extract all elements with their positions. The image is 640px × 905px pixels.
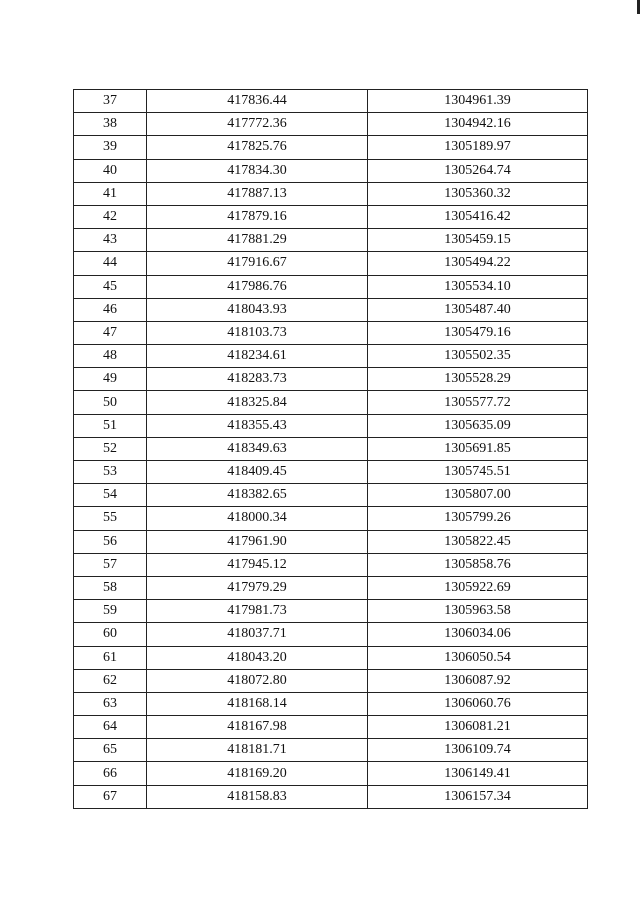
y-coordinate-cell: 1305922.69 — [368, 576, 588, 599]
x-coordinate-cell: 418234.61 — [147, 345, 368, 368]
point-number-cell: 54 — [74, 484, 147, 507]
x-coordinate-cell: 417981.73 — [147, 600, 368, 623]
x-coordinate-cell: 418349.63 — [147, 437, 368, 460]
y-coordinate-cell: 1305264.74 — [368, 159, 588, 182]
x-coordinate-cell: 417881.29 — [147, 229, 368, 252]
x-coordinate-cell: 418283.73 — [147, 368, 368, 391]
y-coordinate-cell: 1305459.15 — [368, 229, 588, 252]
point-number-cell: 42 — [74, 205, 147, 228]
table-row — [74, 182, 588, 205]
y-coordinate-cell: 1306157.34 — [368, 785, 588, 808]
point-number-cell: 45 — [74, 275, 147, 298]
point-number-cell: 39 — [74, 136, 147, 159]
x-coordinate-cell: 417945.12 — [147, 553, 368, 576]
point-number-cell: 59 — [74, 600, 147, 623]
y-coordinate-cell: 1305416.42 — [368, 205, 588, 228]
y-coordinate-cell: 1305799.26 — [368, 507, 588, 530]
y-coordinate-cell: 1306060.76 — [368, 692, 588, 715]
table-row — [74, 507, 588, 530]
y-coordinate-cell: 1305745.51 — [368, 461, 588, 484]
y-coordinate-cell: 1304942.16 — [368, 113, 588, 136]
point-number-cell: 56 — [74, 530, 147, 553]
point-number-cell: 40 — [74, 159, 147, 182]
point-number-cell: 65 — [74, 739, 147, 762]
y-coordinate-cell: 1306081.21 — [368, 716, 588, 739]
x-coordinate-cell: 418181.71 — [147, 739, 368, 762]
y-coordinate-cell: 1305502.35 — [368, 345, 588, 368]
point-number-cell: 41 — [74, 182, 147, 205]
y-coordinate-cell: 1305360.32 — [368, 182, 588, 205]
x-coordinate-cell: 417961.90 — [147, 530, 368, 553]
point-number-cell: 38 — [74, 113, 147, 136]
y-coordinate-cell: 1305528.29 — [368, 368, 588, 391]
point-number-cell: 46 — [74, 298, 147, 321]
x-coordinate-cell: 418355.43 — [147, 414, 368, 437]
table-row — [74, 391, 588, 414]
coordinate-table — [73, 89, 588, 809]
y-coordinate-cell: 1305963.58 — [368, 600, 588, 623]
x-coordinate-cell: 418169.20 — [147, 762, 368, 785]
table-row — [74, 159, 588, 182]
point-number-cell: 64 — [74, 716, 147, 739]
point-number-cell: 43 — [74, 229, 147, 252]
table-row — [74, 136, 588, 159]
x-coordinate-cell: 418168.14 — [147, 692, 368, 715]
x-coordinate-cell: 418037.71 — [147, 623, 368, 646]
point-number-cell: 61 — [74, 646, 147, 669]
table-body — [74, 90, 588, 809]
y-coordinate-cell: 1305534.10 — [368, 275, 588, 298]
y-coordinate-cell: 1305807.00 — [368, 484, 588, 507]
point-number-cell: 66 — [74, 762, 147, 785]
y-coordinate-cell: 1306149.41 — [368, 762, 588, 785]
point-number-cell: 44 — [74, 252, 147, 275]
table-row — [74, 321, 588, 344]
table-row — [74, 600, 588, 623]
point-number-cell: 52 — [74, 437, 147, 460]
table-row — [74, 623, 588, 646]
x-coordinate-cell: 417772.36 — [147, 113, 368, 136]
y-coordinate-cell: 1305189.97 — [368, 136, 588, 159]
y-coordinate-cell: 1304961.39 — [368, 90, 588, 113]
x-coordinate-cell: 418043.93 — [147, 298, 368, 321]
table-row — [74, 576, 588, 599]
y-coordinate-cell: 1306087.92 — [368, 669, 588, 692]
x-coordinate-cell: 417986.76 — [147, 275, 368, 298]
table-row — [74, 461, 588, 484]
y-coordinate-cell: 1305487.40 — [368, 298, 588, 321]
table-row — [74, 646, 588, 669]
x-coordinate-cell: 418103.73 — [147, 321, 368, 344]
x-coordinate-cell: 418409.45 — [147, 461, 368, 484]
y-coordinate-cell: 1305858.76 — [368, 553, 588, 576]
x-coordinate-cell: 418158.83 — [147, 785, 368, 808]
table-row — [74, 414, 588, 437]
y-coordinate-cell: 1306109.74 — [368, 739, 588, 762]
x-coordinate-cell: 417879.16 — [147, 205, 368, 228]
point-number-cell: 62 — [74, 669, 147, 692]
x-coordinate-cell: 418000.34 — [147, 507, 368, 530]
point-number-cell: 48 — [74, 345, 147, 368]
y-coordinate-cell: 1305479.16 — [368, 321, 588, 344]
point-number-cell: 57 — [74, 553, 147, 576]
x-coordinate-cell: 417887.13 — [147, 182, 368, 205]
point-number-cell: 37 — [74, 90, 147, 113]
table-row — [74, 229, 588, 252]
y-coordinate-cell: 1305635.09 — [368, 414, 588, 437]
table-row — [74, 298, 588, 321]
table-row — [74, 368, 588, 391]
x-coordinate-cell: 417825.76 — [147, 136, 368, 159]
table-row — [74, 762, 588, 785]
table-row — [74, 739, 588, 762]
y-coordinate-cell: 1305691.85 — [368, 437, 588, 460]
point-number-cell: 51 — [74, 414, 147, 437]
y-coordinate-cell: 1306034.06 — [368, 623, 588, 646]
y-coordinate-cell: 1305822.45 — [368, 530, 588, 553]
point-number-cell: 67 — [74, 785, 147, 808]
table-row — [74, 90, 588, 113]
x-coordinate-cell: 417979.29 — [147, 576, 368, 599]
table-row — [74, 437, 588, 460]
x-coordinate-cell: 418325.84 — [147, 391, 368, 414]
y-coordinate-cell: 1305577.72 — [368, 391, 588, 414]
point-number-cell: 63 — [74, 692, 147, 715]
point-number-cell: 53 — [74, 461, 147, 484]
table-row — [74, 205, 588, 228]
point-number-cell: 58 — [74, 576, 147, 599]
x-coordinate-cell: 417916.67 — [147, 252, 368, 275]
table-row — [74, 345, 588, 368]
y-coordinate-cell: 1306050.54 — [368, 646, 588, 669]
x-coordinate-cell: 418167.98 — [147, 716, 368, 739]
table-row — [74, 275, 588, 298]
point-number-cell: 50 — [74, 391, 147, 414]
x-coordinate-cell: 418043.20 — [147, 646, 368, 669]
table-row — [74, 484, 588, 507]
table-row — [74, 716, 588, 739]
table-row — [74, 252, 588, 275]
point-number-cell: 55 — [74, 507, 147, 530]
table-row — [74, 669, 588, 692]
x-coordinate-cell: 417834.30 — [147, 159, 368, 182]
point-number-cell: 49 — [74, 368, 147, 391]
x-coordinate-cell: 418382.65 — [147, 484, 368, 507]
table-row — [74, 785, 588, 808]
point-number-cell: 47 — [74, 321, 147, 344]
x-coordinate-cell: 417836.44 — [147, 90, 368, 113]
table-row — [74, 113, 588, 136]
y-coordinate-cell: 1305494.22 — [368, 252, 588, 275]
table-row — [74, 530, 588, 553]
x-coordinate-cell: 418072.80 — [147, 669, 368, 692]
point-number-cell: 60 — [74, 623, 147, 646]
table-row — [74, 553, 588, 576]
table-row — [74, 692, 588, 715]
